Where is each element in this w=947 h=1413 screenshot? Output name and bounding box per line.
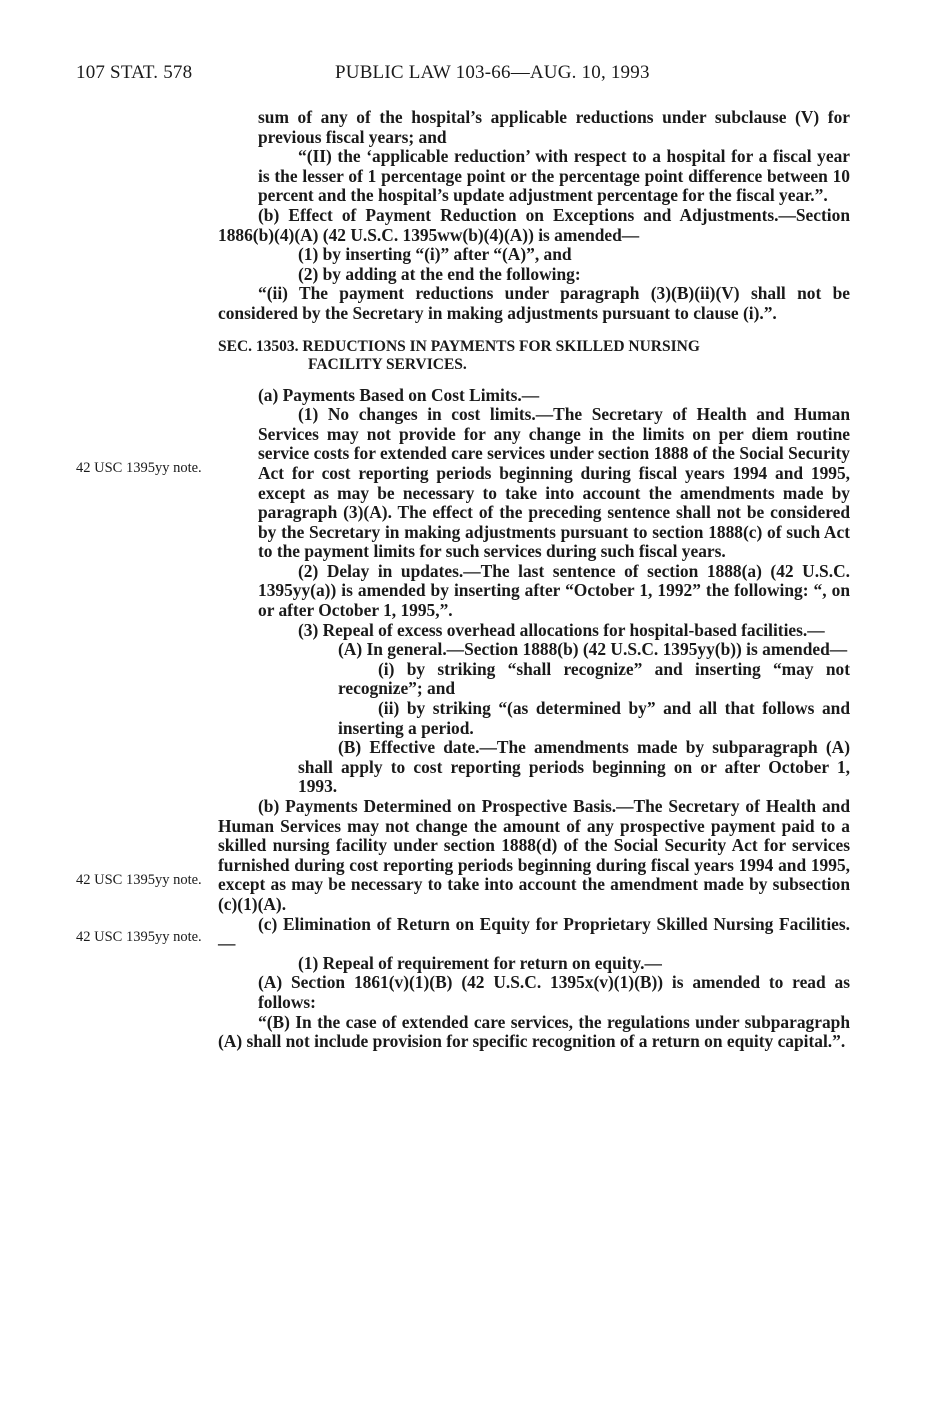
paragraph: sum of any of the hospital’s applicable reductions under subclause (V) for previous fiscal years; and [258,107,850,147]
margin-note: 42 USC 1395yy note. [76,460,202,476]
paragraph: (i) by striking “shall recognize” and inserting “may not recognize”; and [338,658,850,699]
paragraph: (3) Repeal of excess overhead allocations for hospital-based facilities.— [298,619,825,640]
section-heading [218,338,850,374]
paragraph: (2) by adding at the end the following: [298,263,581,284]
paragraph: (c) Elimination of Return on Equity for Proprietary Skilled Nursing Facilities.— [218,913,850,954]
section-heading-line: FACILITY SERVICES. [308,355,467,373]
paragraph: (b) Effect of Payment Reduction on Exceptions and Adjustments.—Section 1886(b)(4)(A) (42 U.S.C. 1395ww(b)(4)(A)) is amended— [218,204,850,245]
paragraph: (A) In general.—Section 1888(b) (42 U.S.C. 1395yy(b)) is amended— [338,639,848,660]
paragraph: (a) Payments Based on Cost Limits.— [258,384,540,405]
paragraph: “(ii) The payment reductions under paragraph (3)(B)(ii)(V) shall not be considered by the Secretary in making adjustments pursuant to clause (i).”. [218,283,850,323]
margin-note: 42 USC 1395yy note. [76,929,202,945]
public-law-header: PUBLIC LAW 103-66—AUG. 10, 1993 [335,62,650,83]
paragraph: (2) Delay in updates.—The last sentence of section 1888(a) (42 U.S.C. 1395yy(a)) is amended by inserting after “October 1, 1992” the following: “, on or after October 1, 1995,”. [258,560,850,621]
stat-citation: 107 STAT. 578 [76,62,193,83]
paragraph: (A) Section 1861(v)(1)(B) (42 U.S.C. 1395x(v)(1)(B)) is amended to read as follows: [258,972,850,1012]
document-body [218,108,850,1052]
margin-note: 42 USC 1395yy note. [76,872,202,888]
paragraph: “(B) In the case of extended care services, the regulations under subparagraph (A) shall not include provision for specific recognition of a return on equity capital.”. [218,1011,850,1052]
paragraph: (1) by inserting “(i)” after “(A)”, and [298,244,572,265]
paragraph: (b) Payments Determined on Prospective Basis.—The Secretary of Health and Human Services may not change the amount of any prospective payment paid to a skilled nursing facility under section 1888(d) of the Social Security Act for services furnished during cost reporting periods beginning during fiscal years 1994 and 1995, except as may be necessary to take into account the amendment made by subsection (c)(1)(A). [218,796,850,914]
paragraph: (ii) by striking “(as determined by” and all that follows and inserting a period. [338,698,850,738]
section-heading-line: SEC. 13503. REDUCTIONS IN PAYMENTS FOR SKILLED NURSING [218,337,700,355]
paragraph: (1) Repeal of requirement for return on equity.— [298,952,662,973]
paragraph: (B) Effective date.—The amendments made by subparagraph (A) shall apply to cost reporting periods beginning on or after October 1, 1993. [298,737,850,797]
paragraph: (1) No changes in cost limits.—The Secretary of Health and Human Services may not provide for any change in the limits on per diem routine service costs for extended care services under section 1888 of the Social Security Act for cost reporting periods beginning during fiscal years 1994 and 1995, except as may be necessary to take into account the amendments made by paragraph (3)(A). The effect of the preceding sentence shall not be considered by the Secretary in making adjustments pursuant to section 1888(c) of such Act to the payment limits for such services during such fiscal years. [258,404,850,562]
paragraph: “(II) the ‘applicable reduction’ with respect to a hospital for a fiscal year is the lesser of 1 percentage point or the percentage point difference between 10 percent and the hospital’s update adjustment percentage for the fiscal year.”. [258,146,850,206]
